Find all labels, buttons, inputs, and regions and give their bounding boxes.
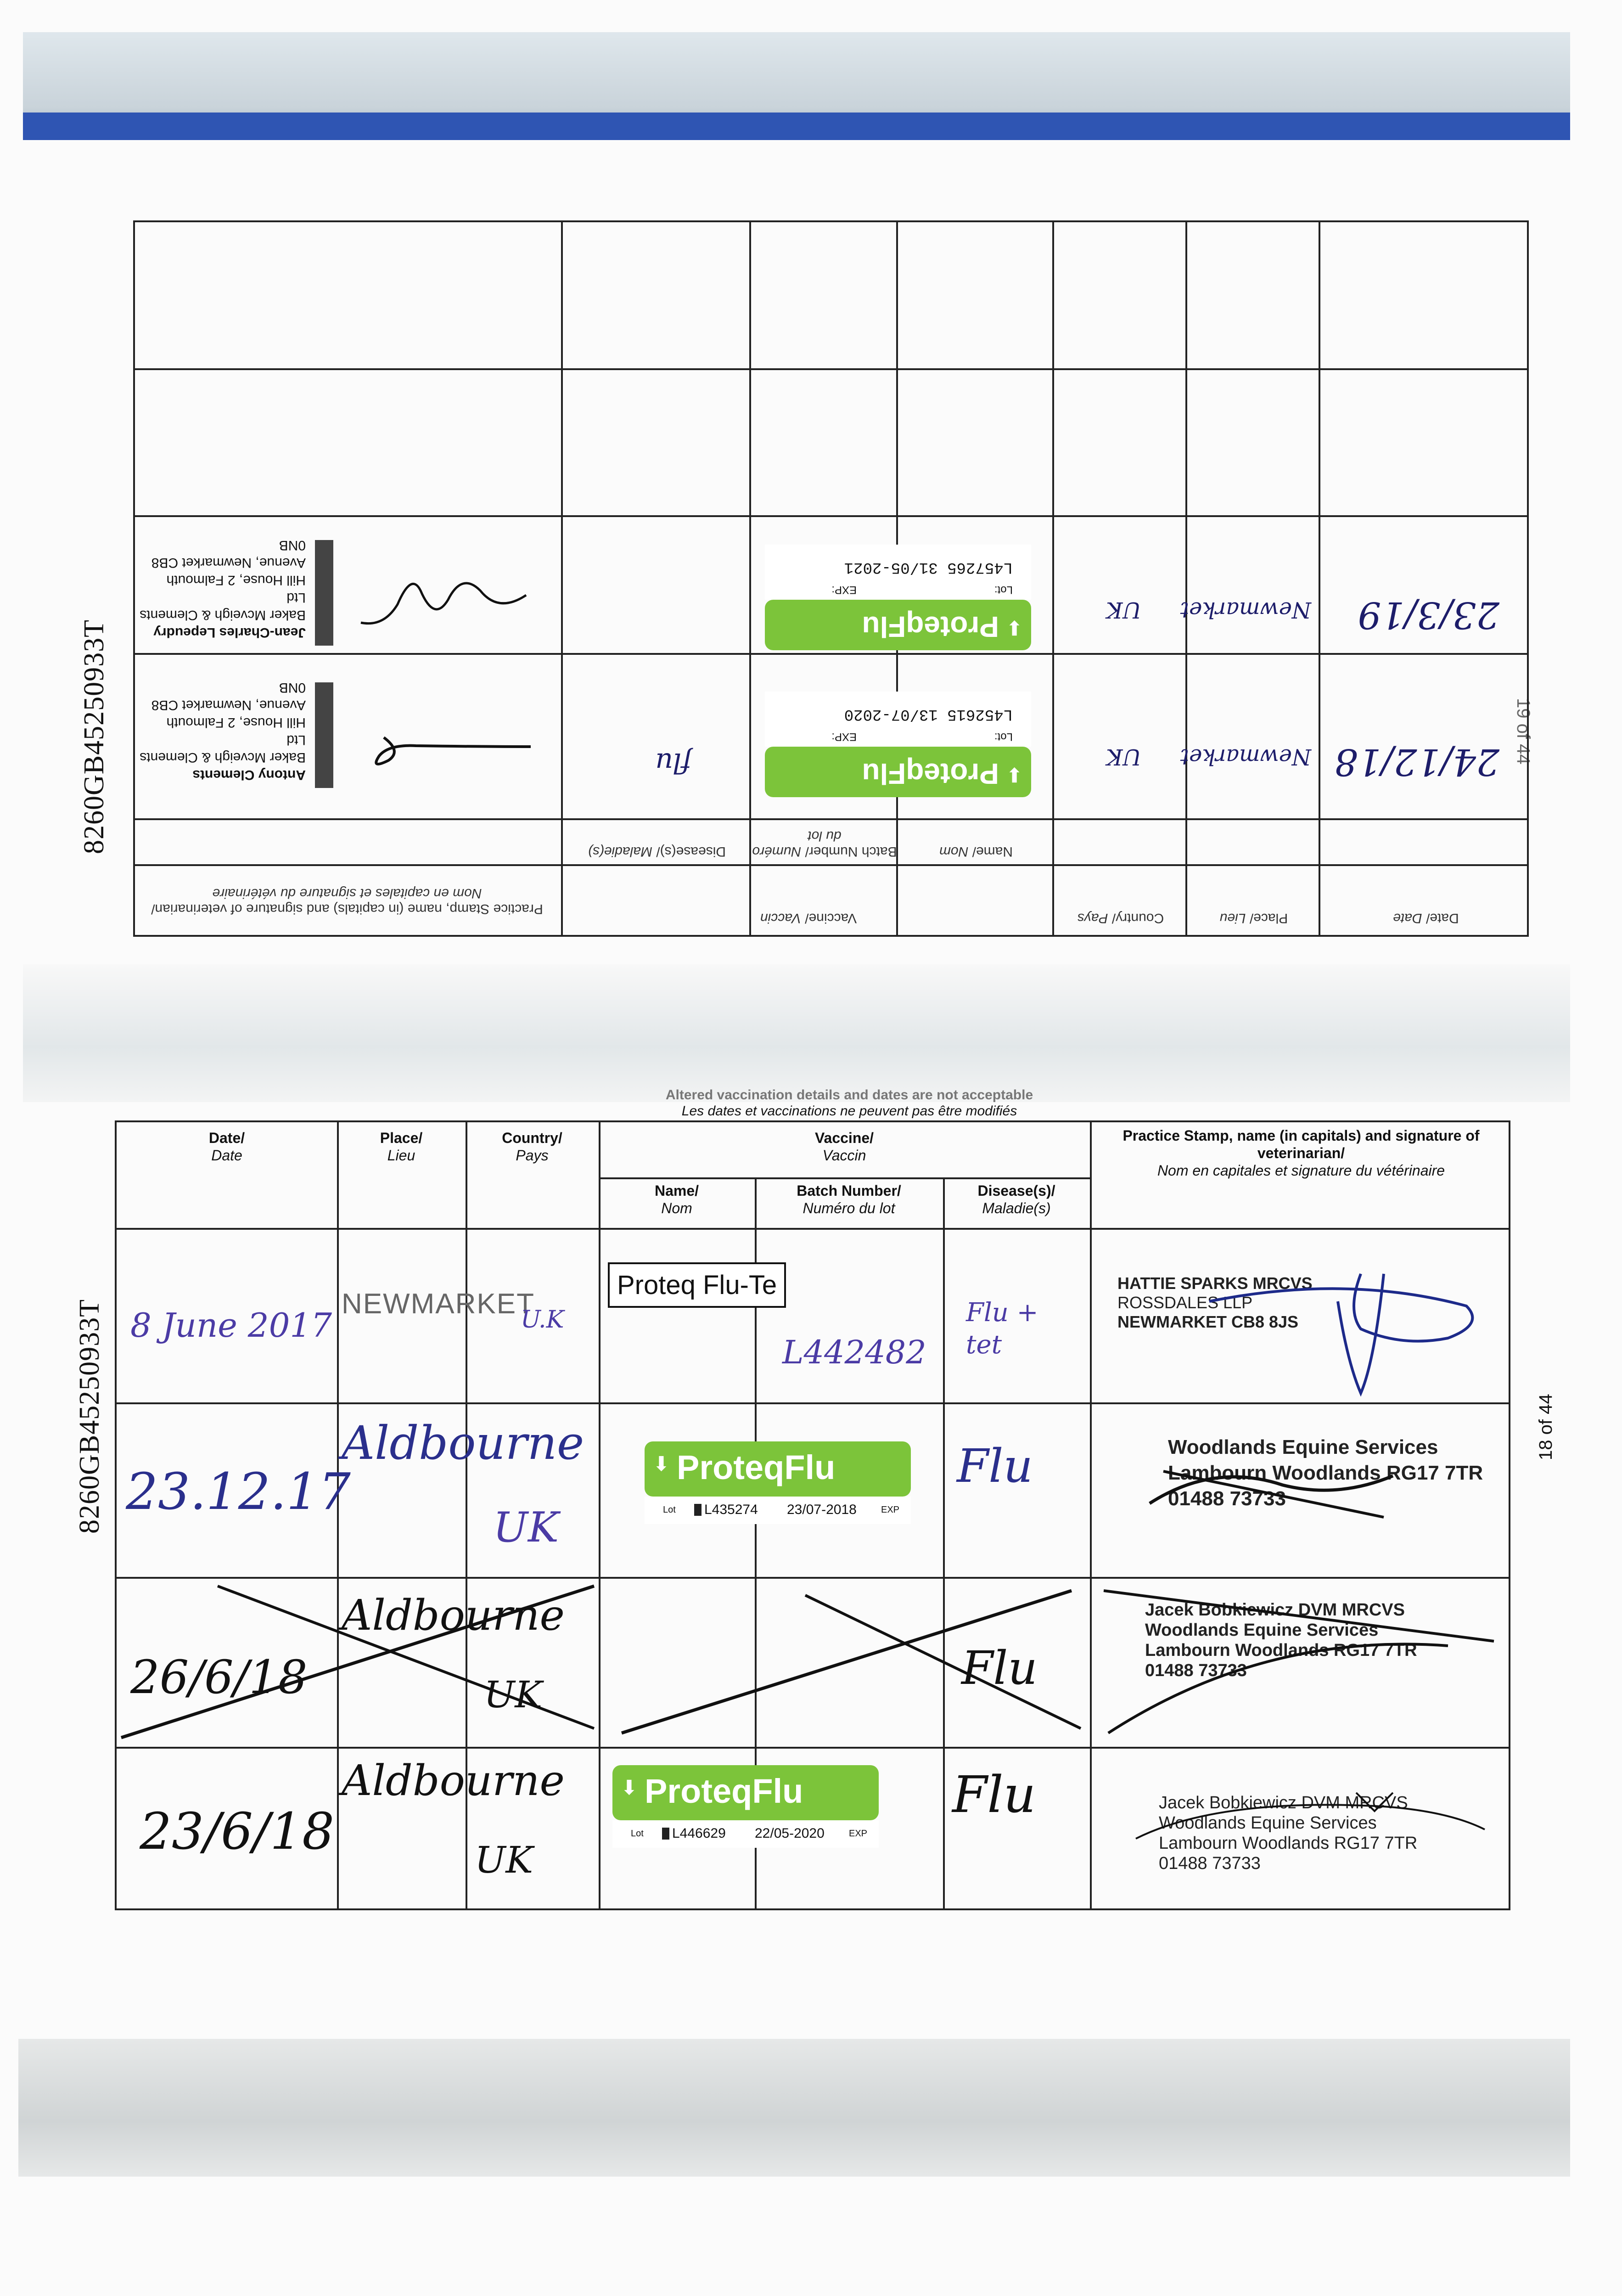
row2-place: Aldbourne (342, 1416, 584, 1470)
row3-place: Aldbourne (342, 1591, 565, 1640)
scan-top-band (23, 32, 1570, 140)
upper-row1-disease: flu (655, 747, 691, 779)
header-date: Date/ Date (1393, 911, 1459, 926)
upper-row2-place: Newmarket (1180, 597, 1311, 623)
row4-lot: L446629 (672, 1826, 726, 1841)
row2-signature-icon (1145, 1444, 1402, 1526)
row-line (117, 1228, 1510, 1230)
upper-row2-country: UK (1106, 597, 1141, 623)
row1-batch: L442482 (782, 1334, 926, 1371)
header-stamp: Practice Stamp, name (in capitals) and signature of veterinarian/ Nom en capitales et signature du vétérinaire (151, 886, 543, 917)
row2-disease: Flu (957, 1439, 1033, 1493)
label-arrow-icon: ⬇ (653, 1453, 670, 1475)
header-name: Name/ Nom (654, 1182, 699, 1216)
upper-row2-date: 23/3/19 (1358, 594, 1499, 636)
header-country: Country/ Pays (502, 1130, 562, 1164)
page-number: 18 of 44 (1536, 1394, 1556, 1460)
col-line (1052, 222, 1054, 935)
upper-row1-lot: L452615 13/07-2020 (844, 705, 1013, 723)
row1-date: 8 June 2017 (130, 1306, 332, 1345)
upper-row1-date: 24/12/18 (1334, 741, 1499, 783)
upper-row2-proteqflu-label: ⬇ ProteqFlu Lot: EXP: L457265 31/05-2021 (765, 600, 1031, 650)
upper-row1-stamp: Antony Clements Baker Mcveigh & Clements Ltd Hill House, 2 Falmouth Avenue, Newmarket CB8 0NB (140, 680, 306, 782)
blue-edge (23, 113, 1570, 140)
row4-exp-date: 22/05-2020 (755, 1826, 825, 1841)
row2-country: UK (493, 1503, 559, 1552)
row3-country: UK (484, 1673, 543, 1716)
row-line (599, 1177, 1090, 1179)
header-place: Place/ Lieu (380, 1130, 423, 1164)
header-batch: Batch Number/ Numéro du lot (797, 1182, 901, 1216)
lower-vaccination-table (115, 1120, 1510, 1910)
label-arrow-icon: ⬇ (1006, 616, 1023, 639)
row4-date: 23/6/18 (140, 1802, 335, 1861)
document-id-upper: 8260GB45250933T (79, 619, 110, 854)
row2-practice-stamp: Woodlands Equine Services Lambourn Woodlands RG17 7TR 01488 73733 (1168, 1436, 1483, 1510)
row3-disease: Flu (961, 1641, 1038, 1695)
header-vaccine: Vaccine/ Vaccin (814, 1130, 874, 1164)
upper-row1-country: UK (1106, 744, 1141, 770)
row-line (117, 1747, 1510, 1749)
upper-row2-signature-icon (342, 549, 535, 641)
upper-vaccination-table (133, 220, 1529, 937)
header-batch: Batch Number/ Numéro du lot (752, 828, 897, 859)
upper-page-number: 19 of 44 (1513, 698, 1533, 765)
row4-disease: Flu (952, 1765, 1036, 1824)
header-place: Place/ Lieu (1219, 911, 1288, 926)
scan-bottom-band (18, 2039, 1570, 2177)
row1-country: U.K (521, 1306, 564, 1334)
row2-date: 23.12.17 (126, 1462, 351, 1521)
header-disease: Disease(s)/ Maladie(s) (977, 1182, 1055, 1216)
row1-place-stamp: NEWMARKET (342, 1288, 535, 1320)
row1-signature-icon (1209, 1246, 1494, 1402)
col-line (599, 1122, 601, 1910)
row2-lot: L435274 (704, 1502, 758, 1517)
header-disease: Disease(s)/ Maladie(s) (588, 844, 726, 859)
upper-row1-place: Newmarket (1180, 744, 1311, 770)
row3-cross-out-icon (117, 1577, 1508, 1747)
stamp-bar (315, 540, 333, 646)
row1-vaccine-name-box: Proteq Flu-Te (608, 1262, 786, 1308)
upper-row2-stamp: Jean-Charles Lepeudry Baker Mcveigh & Clements Ltd Hill House, 2 Falmouth Avenue, Newmarket CB8 0NB (140, 538, 306, 640)
row4-country: UK (475, 1839, 533, 1881)
header-vaccine: Vaccine/ Vaccin (760, 911, 857, 926)
upper-row1-signature-icon (342, 705, 535, 797)
col-line (1319, 222, 1320, 935)
header-name: Name/ Nom (939, 844, 1013, 859)
upper-row1-proteqflu-label: ⬇ ProteqFlu Lot: EXP: L452615 13/07-2020 (765, 747, 1031, 797)
col-line (1185, 222, 1187, 935)
col-line (943, 1177, 945, 1910)
row2-exp-date: 23/07-2018 (787, 1502, 857, 1517)
row4-proteqflu-label: ⬇ ProteqFlu Lot L446629 22/05-2020 EXP (612, 1765, 879, 1820)
label-arrow-icon: ⬇ (1006, 763, 1023, 786)
row1-disease: Flu + tet (966, 1298, 1038, 1360)
header-country: Country/ Pays (1077, 911, 1164, 926)
scan-fold-shadow (23, 964, 1570, 1102)
label-arrow-icon: ⬇ (621, 1777, 638, 1799)
row4-signature-icon (1127, 1788, 1494, 1852)
document-id-lower: 8260GB45250933T (74, 1299, 105, 1534)
col-line (561, 222, 563, 935)
row4-place: Aldbourne (342, 1756, 565, 1805)
row2-proteqflu-label: ⬇ ProteqFlu Lot L435274 23/07-2018 EXP (645, 1441, 911, 1497)
header-stamp: Practice Stamp, name (in capitals) and signature of veterinarian/ Nom en capitales et signature du vétérinaire (1122, 1127, 1480, 1179)
stamp-bar (315, 682, 333, 788)
row4-practice-stamp: Jacek Bobkiewicz DVM MRCVS Woodlands Equine Services Lambourn Woodlands RG17 7TR 01488 73733 (1159, 1793, 1418, 1873)
header-date: Date/ Date (208, 1130, 245, 1164)
alteration-notice: Altered vaccination details and dates are not acceptable Les dates et vaccinations ne peuvent pas être modifiés (665, 1087, 1033, 1119)
col-line (1090, 1122, 1092, 1910)
row1-practice-stamp: HATTIE SPARKS MRCVS ROSSDALES LLP NEWMARKET CB8 8JS (1117, 1274, 1313, 1331)
row3-date: 26/6/18 (130, 1650, 308, 1704)
row-line (117, 1402, 1510, 1404)
upper-row2-lot: L457265 31/05-2021 (844, 558, 1013, 576)
row3-practice-stamp: Jacek Bobkiewicz DVM MRCVS Woodlands Equine Services Lambourn Woodlands RG17 7TR 01488 73733 (1145, 1600, 1417, 1680)
